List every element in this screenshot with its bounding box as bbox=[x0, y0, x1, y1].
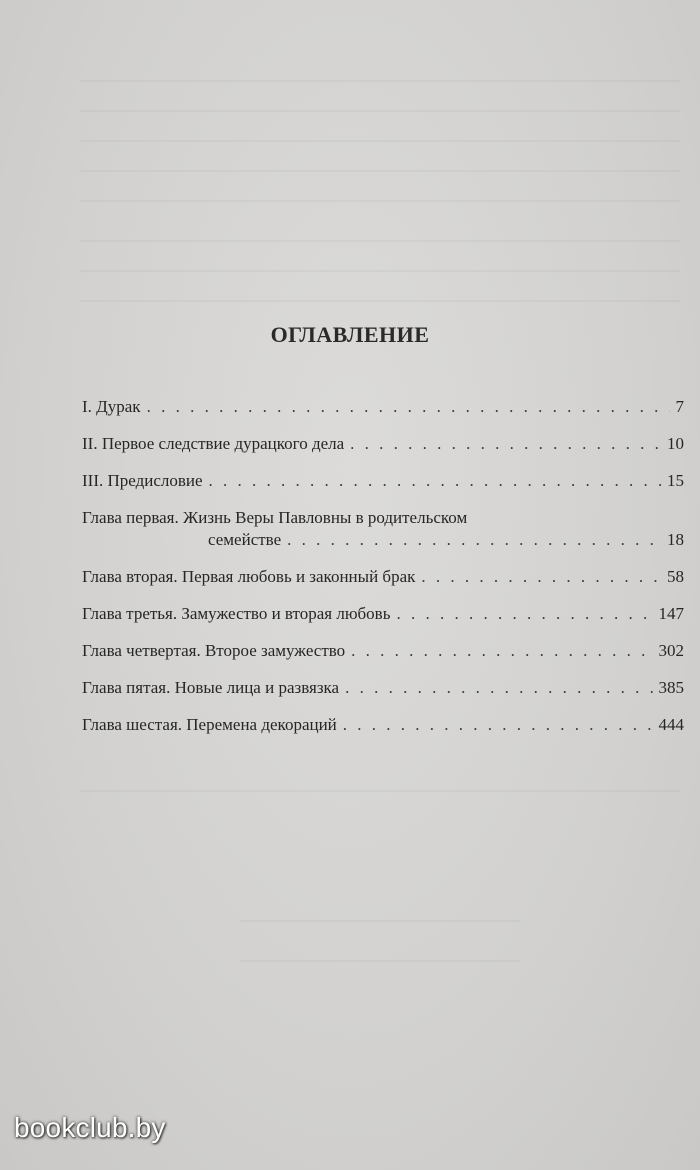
bleed-through-line bbox=[80, 270, 680, 272]
toc-entry-title-line2: семействе bbox=[208, 530, 282, 549]
dot-leader bbox=[209, 470, 661, 492]
toc-entry-title: Глава пятая. Новые лица и развязка bbox=[82, 678, 340, 697]
toc-entry-page: 15 bbox=[667, 471, 684, 490]
toc-entry-title: Глава шестая. Перемена декораций bbox=[82, 715, 337, 734]
bleed-through-line bbox=[80, 240, 680, 242]
toc-entry-title: Глава третья. Замужество и вторая любовь bbox=[82, 604, 391, 623]
page-title: ОГЛАВЛЕНИЕ bbox=[270, 322, 430, 347]
toc-entry bbox=[82, 396, 684, 418]
dot-leader bbox=[345, 677, 652, 699]
toc-entry-page: 7 bbox=[675, 397, 684, 416]
toc-entry bbox=[82, 603, 684, 625]
toc-entry-page: 385 bbox=[658, 678, 684, 697]
bleed-through-line bbox=[80, 140, 680, 142]
toc-entry bbox=[82, 507, 684, 551]
toc-entry bbox=[82, 433, 684, 455]
dot-leader bbox=[350, 433, 661, 455]
bleed-through-line bbox=[80, 80, 680, 82]
bleed-through-line bbox=[80, 300, 680, 302]
toc-entry-page: 10 bbox=[667, 434, 684, 453]
toc-entry-title: III. Предисловие bbox=[82, 471, 203, 490]
site-watermark: bookclub.by bbox=[14, 1112, 166, 1143]
toc-entry-title: Глава четвертая. Второе замужество bbox=[82, 641, 346, 660]
toc-entry-page: 18 bbox=[667, 530, 684, 549]
toc-entry-page: 147 bbox=[658, 604, 684, 623]
bleed-through-line bbox=[80, 110, 680, 112]
toc-entry bbox=[82, 677, 684, 699]
bleed-through-line bbox=[80, 170, 680, 172]
bleed-through-line bbox=[80, 790, 680, 792]
dot-leader bbox=[343, 714, 653, 736]
table-of-contents bbox=[82, 396, 684, 751]
bleed-through-line bbox=[240, 920, 520, 922]
dot-leader bbox=[351, 640, 652, 662]
toc-entry bbox=[82, 714, 684, 736]
toc-entry bbox=[82, 470, 684, 492]
dot-leader bbox=[396, 603, 652, 625]
dot-leader bbox=[287, 529, 661, 551]
toc-entry bbox=[82, 566, 684, 588]
bleed-through-line bbox=[240, 960, 520, 962]
toc-entry-page: 444 bbox=[658, 715, 684, 734]
toc-entry-title: II. Первое следствие дурацкого дела bbox=[82, 434, 345, 453]
toc-entry-title: Глава вторая. Первая любовь и законный брак bbox=[82, 567, 416, 586]
toc-entry-title-line1: Глава первая. Жизнь Веры Павловны в родительском bbox=[82, 508, 468, 527]
bleed-through-line bbox=[80, 200, 680, 202]
dot-leader bbox=[147, 396, 670, 418]
toc-entry bbox=[82, 640, 684, 662]
toc-entry-title: I. Дурак bbox=[82, 397, 141, 416]
toc-entry-page: 302 bbox=[658, 641, 684, 660]
toc-entry-page: 58 bbox=[667, 567, 684, 586]
dot-leader bbox=[421, 566, 661, 588]
